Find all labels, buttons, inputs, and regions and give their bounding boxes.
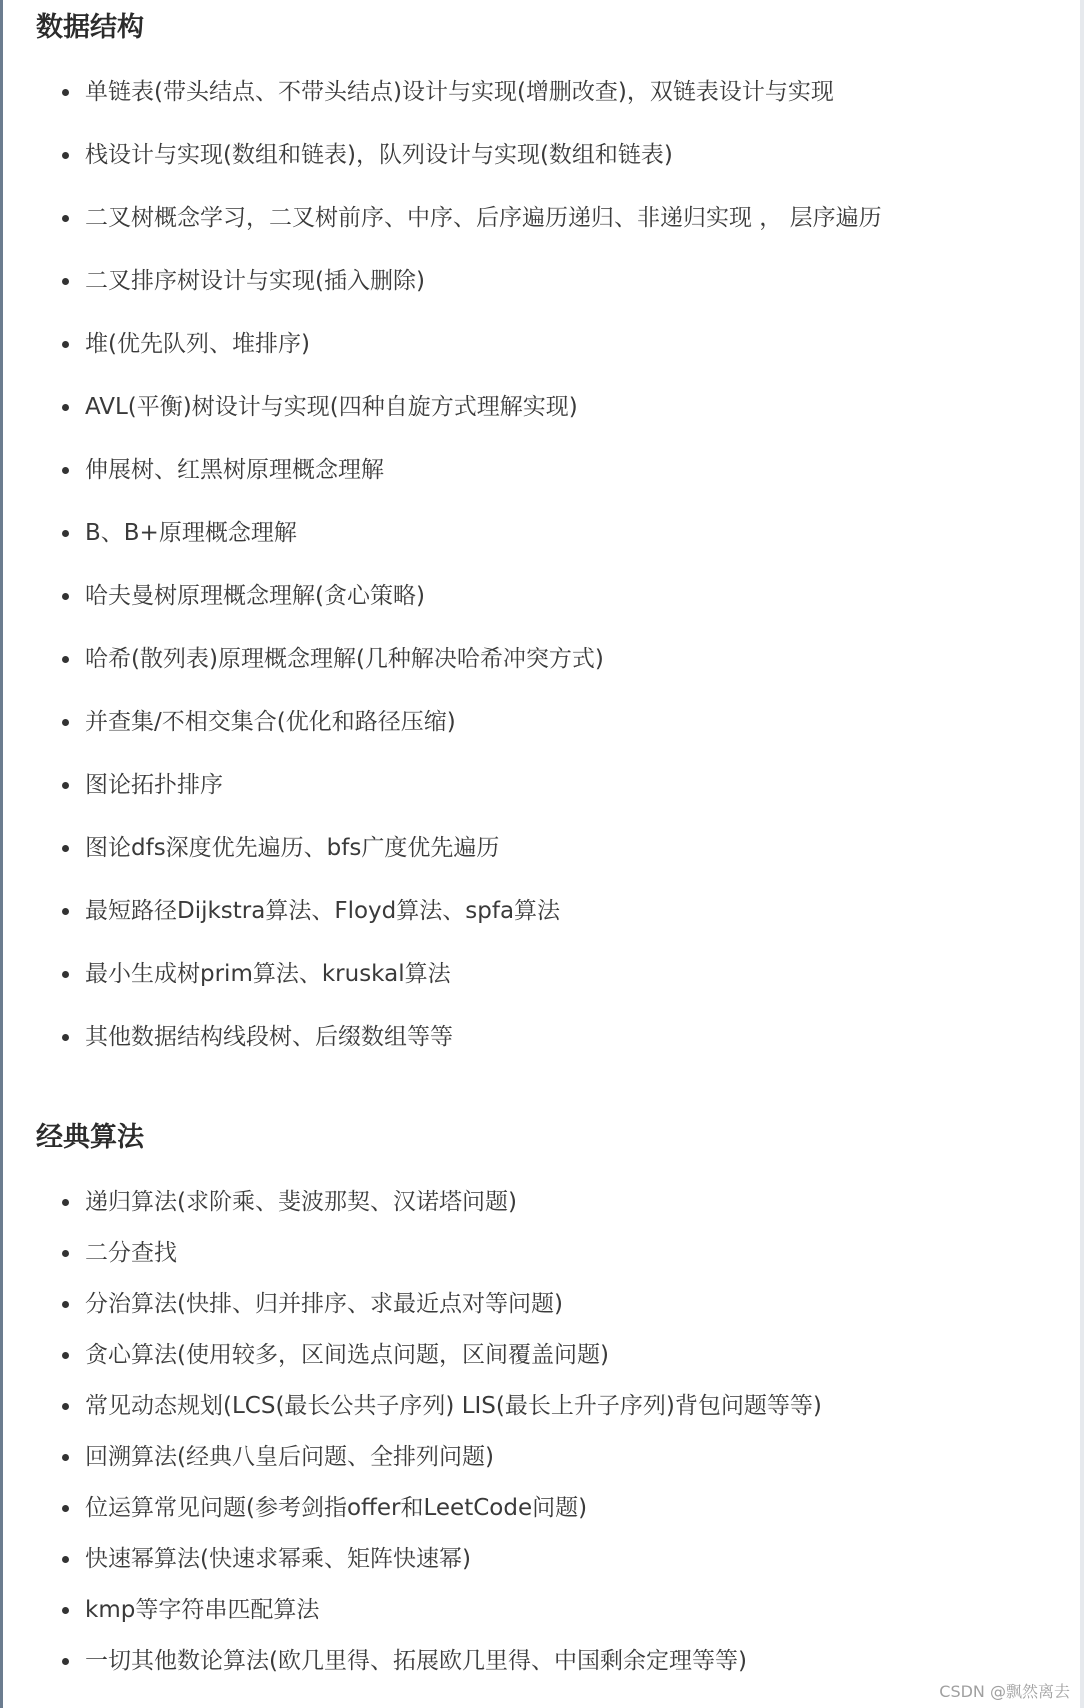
list-item-text: 图论拓扑排序 [85,772,223,798]
list-item [0,1543,822,1594]
list-item-text: 单链表(带头结点、不带头结点)设计与实现(增删改查)，双链表设计与实现 [85,79,834,105]
list-item [0,769,882,832]
list-item-text: 最小生成树prim算法、kruskal算法 [85,961,451,987]
list-item [0,1237,822,1288]
list-item [0,454,882,517]
list-item-text: 一切其他数论算法(欧几里得、拓展欧几里得、中国剩余定理等等) [85,1648,747,1674]
bullet-icon [62,845,69,852]
list-item-text: 栈设计与实现(数组和链表)，队列设计与实现(数组和链表) [85,142,673,168]
list-item-text: 位运算常见问题(参考剑指offer和LeetCode问题) [85,1495,588,1521]
data-structures-list [0,76,882,1084]
bullet-icon [62,1454,69,1461]
list-item [0,517,882,580]
list-item-text: 常见动态规划(LCS(最长公共子序列) LIS(最长上升子序列)背包问题等等) [85,1393,822,1419]
list-item [0,265,882,328]
list-item-text: 最短路径Dijkstra算法、Floyd算法、spfa算法 [85,898,561,924]
list-item [0,76,882,139]
bullet-icon [62,1034,69,1041]
list-item [0,958,882,1021]
list-item-text: AVL(平衡)树设计与实现(四种自旋方式理解实现) [85,394,578,420]
list-item [0,643,882,706]
bullet-icon [62,1352,69,1359]
list-item-text: 堆(优先队列、堆排序) [85,331,310,357]
bullet-icon [62,152,69,159]
list-item [0,832,882,895]
bullet-icon [62,215,69,222]
list-item-text: 快速幂算法(快速求幂乘、矩阵快速幂) [85,1546,471,1572]
list-item-text: 二叉树概念学习，二叉树前序、中序、后序遍历递归、非递归实现 ， 层序遍历 [85,205,882,231]
list-item [0,202,882,265]
list-item-text: kmp等字符串匹配算法 [85,1597,320,1623]
list-item-text: 分治算法(快排、归并排序、求最近点对等问题) [85,1291,563,1317]
bullet-icon [62,1199,69,1206]
bullet-icon [62,719,69,726]
bullet-icon [62,782,69,789]
list-item-text: 哈希(散列表)原理概念理解(几种解决哈希冲突方式) [85,646,604,672]
bullet-icon [62,1556,69,1563]
list-item [0,328,882,391]
bullet-icon [62,278,69,285]
bullet-icon [62,1250,69,1257]
list-item [0,1645,822,1696]
list-item [0,706,882,769]
list-item-text: 二叉排序树设计与实现(插入删除) [85,268,425,294]
list-item [0,1021,882,1084]
scrollbar-track[interactable] [1080,0,1084,1708]
list-item-text: 回溯算法(经典八皇后问题、全排列问题) [85,1444,494,1470]
bullet-icon [62,1301,69,1308]
list-item-text: 二分查找 [85,1240,177,1266]
bullet-icon [62,1607,69,1614]
list-item [0,1339,822,1390]
bullet-icon [62,89,69,96]
list-item-text: B、B+原理概念理解 [85,520,297,546]
bullet-icon [62,467,69,474]
bullet-icon [62,656,69,663]
list-item [0,1492,822,1543]
watermark: CSDN @飘然离去 [939,1682,1070,1701]
bullet-icon [62,341,69,348]
bullet-icon [62,530,69,537]
section-heading-algorithms: 经典算法 [36,1122,144,1153]
list-item-text: 其他数据结构线段树、后缀数组等等 [85,1024,453,1050]
list-item [0,1390,822,1441]
list-item [0,1441,822,1492]
list-item-text: 伸展树、红黑树原理概念理解 [85,457,384,483]
bullet-icon [62,908,69,915]
list-item-text: 哈夫曼树原理概念理解(贪心策略) [85,583,425,609]
list-item-text: 递归算法(求阶乘、斐波那契、汉诺塔问题) [85,1189,517,1215]
bullet-icon [62,404,69,411]
bullet-icon [62,1403,69,1410]
list-item [0,1186,822,1237]
section-heading-data-structures: 数据结构 [36,12,144,43]
list-item [0,1288,822,1339]
list-item [0,580,882,643]
list-item [0,895,882,958]
list-item [0,1594,822,1645]
bullet-icon [62,1658,69,1665]
list-item-text: 图论dfs深度优先遍历、bfs广度优先遍历 [85,835,500,861]
list-item-text: 并查集/不相交集合(优化和路径压缩) [85,709,456,735]
bullet-icon [62,971,69,978]
list-item-text: 贪心算法(使用较多，区间选点问题，区间覆盖问题) [85,1342,609,1368]
algorithms-list [0,1186,822,1696]
bullet-icon [62,1505,69,1512]
list-item [0,139,882,202]
bullet-icon [62,593,69,600]
list-item [0,391,882,454]
